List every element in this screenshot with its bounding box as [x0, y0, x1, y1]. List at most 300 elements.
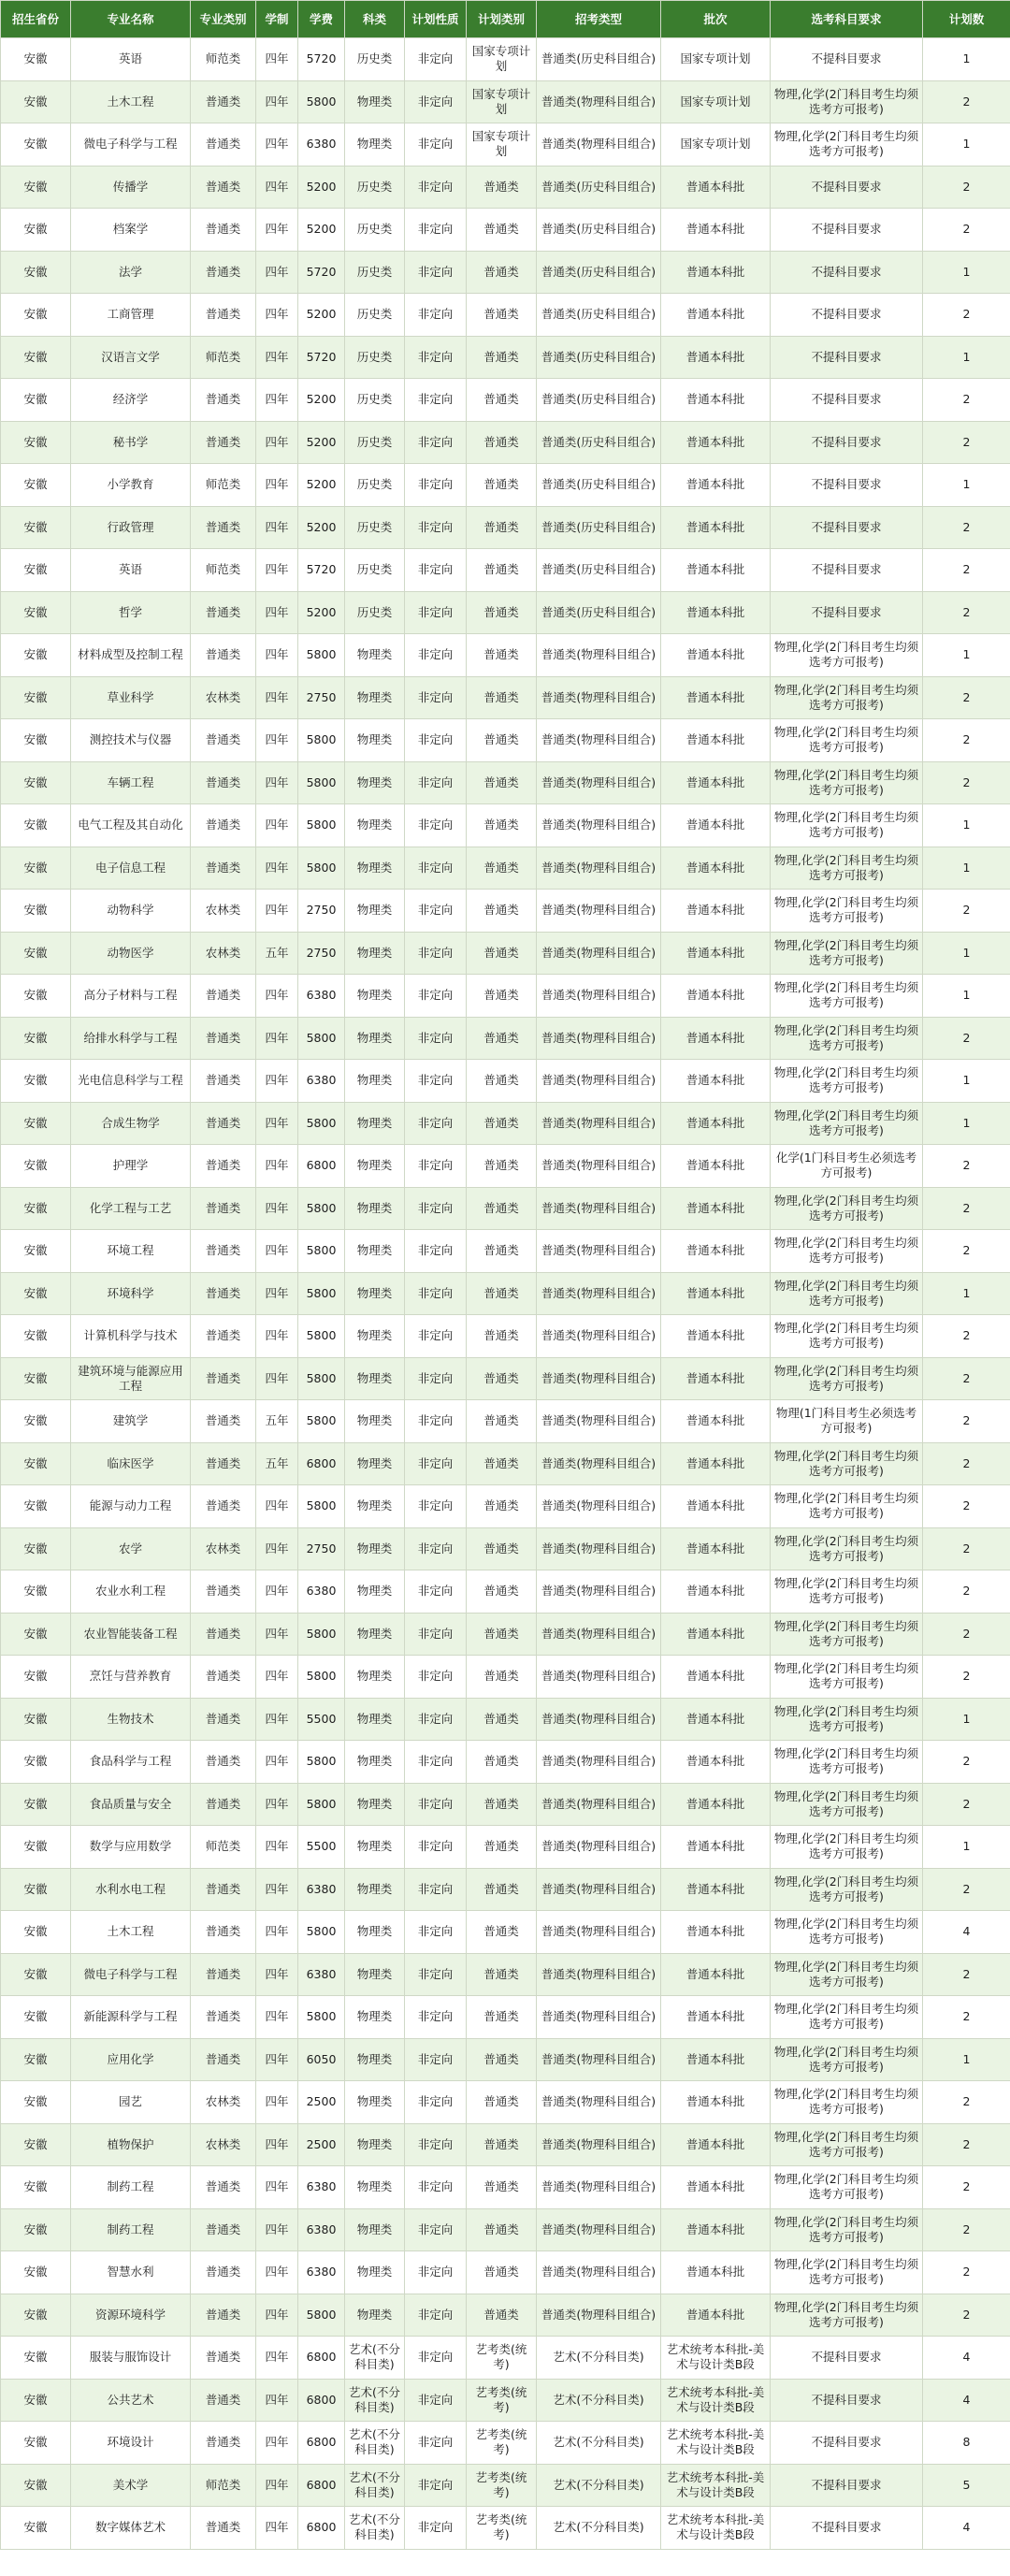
table-cell: 电气工程及其自动化 [71, 804, 191, 847]
table-cell: 普通类 [191, 975, 256, 1018]
table-cell: 普通类(物理科目组合) [537, 1527, 661, 1570]
table-cell: 普通类 [467, 1442, 537, 1485]
table-cell: 农林类 [191, 1527, 256, 1570]
table-cell: 物理,化学(2门科目考生均须选考方可报考) [771, 1570, 923, 1614]
table-cell: 普通本科批 [661, 2081, 771, 2124]
table-cell: 护理学 [71, 1145, 191, 1188]
table-cell: 物理类 [345, 1017, 405, 1060]
table-cell: 四年 [256, 975, 298, 1018]
table-cell: 物理,化学(2门科目考生均须选考方可报考) [771, 1485, 923, 1528]
table-cell: 四年 [256, 2123, 298, 2166]
table-cell: 4 [923, 2507, 1010, 2550]
table-cell: 物理类 [345, 1613, 405, 1656]
table-cell: 艺术(不分科目类) [345, 2379, 405, 2422]
table-cell: 非定向 [405, 1953, 467, 1996]
table-row [1, 1698, 1010, 1741]
table-cell: 历史类 [345, 464, 405, 507]
table-cell: 安徽 [1, 804, 71, 847]
table-cell: 普通类 [467, 1017, 537, 1060]
table-cell: 普通类(物理科目组合) [537, 1570, 661, 1614]
table-cell: 四年 [256, 251, 298, 294]
table-cell: 6800 [298, 1145, 345, 1188]
table-cell: 四年 [256, 1017, 298, 1060]
table-cell: 动物科学 [71, 890, 191, 933]
table-cell: 安徽 [1, 1527, 71, 1570]
table-cell: 4 [923, 1911, 1010, 1954]
table-cell: 4 [923, 2379, 1010, 2422]
table-cell: 普通本科批 [661, 1442, 771, 1485]
table-cell: 工商管理 [71, 294, 191, 337]
table-row [1, 421, 1010, 464]
table-cell: 非定向 [405, 1442, 467, 1485]
table-cell: 普通类 [467, 1698, 537, 1741]
table-cell: 物理类 [345, 2251, 405, 2294]
table-cell: 安徽 [1, 123, 71, 166]
table-cell: 5500 [298, 1698, 345, 1741]
table-cell: 普通类 [191, 1230, 256, 1273]
table-cell: 普通类(物理科目组合) [537, 1017, 661, 1060]
table-cell: 非定向 [405, 2208, 467, 2251]
table-cell: 普通类(物理科目组合) [537, 1911, 661, 1954]
table-cell: 四年 [256, 123, 298, 166]
table-cell: 非定向 [405, 2337, 467, 2380]
table-cell: 非定向 [405, 1272, 467, 1315]
table-cell: 普通类 [191, 1996, 256, 2039]
table-cell: 历史类 [345, 38, 405, 81]
table-cell: 食品质量与安全 [71, 1783, 191, 1826]
table-cell: 安徽 [1, 1187, 71, 1230]
table-cell: 物理,化学(2门科目考生均须选考方可报考) [771, 1017, 923, 1060]
table-cell: 四年 [256, 506, 298, 549]
table-cell: 历史类 [345, 549, 405, 592]
table-cell: 2 [923, 209, 1010, 252]
table-cell: 普通类 [191, 1783, 256, 1826]
table-cell: 普通类(物理科目组合) [537, 1400, 661, 1443]
table-cell: 环境科学 [71, 1272, 191, 1315]
table-cell: 国家专项计划 [661, 123, 771, 166]
table-cell: 非定向 [405, 2379, 467, 2422]
table-cell: 2 [923, 2081, 1010, 2124]
table-cell: 四年 [256, 2379, 298, 2422]
table-cell: 安徽 [1, 1230, 71, 1273]
column-header: 选考科目要求 [771, 1, 923, 38]
table-cell: 光电信息科学与工程 [71, 1060, 191, 1103]
table-cell: 不提科目要求 [771, 209, 923, 252]
table-cell: 物理类 [345, 1783, 405, 1826]
table-cell: 非定向 [405, 1485, 467, 1528]
table-cell: 5800 [298, 1741, 345, 1784]
table-row [1, 1230, 1010, 1273]
table-cell: 普通类 [191, 251, 256, 294]
table-cell: 非定向 [405, 166, 467, 209]
table-cell: 环境设计 [71, 2422, 191, 2465]
table-cell: 艺术统考本科批-美术与设计类B段 [661, 2422, 771, 2465]
table-row [1, 1017, 1010, 1060]
table-cell: 普通类(物理科目组合) [537, 890, 661, 933]
table-cell: 物理,化学(2门科目考生均须选考方可报考) [771, 1272, 923, 1315]
table-cell: 小学教育 [71, 464, 191, 507]
table-cell: 农林类 [191, 2123, 256, 2166]
table-cell: 2 [923, 1017, 1010, 1060]
table-cell: 物理类 [345, 1145, 405, 1188]
table-cell: 经济学 [71, 379, 191, 422]
table-cell: 普通类 [191, 2507, 256, 2550]
table-cell: 6380 [298, 2251, 345, 2294]
table-cell: 普通类 [467, 1527, 537, 1570]
table-cell: 四年 [256, 1953, 298, 1996]
table-cell: 普通类 [467, 1826, 537, 1869]
table-cell: 普通本科批 [661, 166, 771, 209]
table-row [1, 1187, 1010, 1230]
table-cell: 不提科目要求 [771, 166, 923, 209]
table-cell: 5800 [298, 761, 345, 804]
table-row [1, 2337, 1010, 2380]
table-cell: 普通本科批 [661, 251, 771, 294]
table-cell: 合成生物学 [71, 1102, 191, 1145]
table-cell: 普通类 [467, 2208, 537, 2251]
table-cell: 普通类 [191, 719, 256, 762]
table-cell: 不提科目要求 [771, 251, 923, 294]
table-row [1, 932, 1010, 975]
table-cell: 普通类 [191, 2038, 256, 2081]
table-cell: 英语 [71, 38, 191, 81]
table-cell: 普通类 [467, 1783, 537, 1826]
table-row [1, 719, 1010, 762]
table-cell: 2 [923, 1187, 1010, 1230]
table-row [1, 2464, 1010, 2507]
table-cell: 四年 [256, 209, 298, 252]
table-cell: 物理类 [345, 1911, 405, 1954]
table-cell: 2 [923, 421, 1010, 464]
table-cell: 安徽 [1, 1656, 71, 1699]
table-cell: 材料成型及控制工程 [71, 634, 191, 677]
table-cell: 普通本科批 [661, 1017, 771, 1060]
table-cell: 5500 [298, 1826, 345, 1869]
table-cell: 2 [923, 1570, 1010, 1614]
table-cell: 1 [923, 975, 1010, 1018]
column-header: 计划性质 [405, 1, 467, 38]
table-cell: 物理类 [345, 1741, 405, 1784]
column-header: 学费 [298, 1, 345, 38]
table-cell: 普通类(历史科目组合) [537, 209, 661, 252]
table-cell: 普通本科批 [661, 209, 771, 252]
table-cell: 安徽 [1, 591, 71, 634]
table-cell: 四年 [256, 421, 298, 464]
table-row [1, 804, 1010, 847]
table-cell: 普通本科批 [661, 591, 771, 634]
table-cell: 6800 [298, 1442, 345, 1485]
table-cell: 艺考类(统考) [467, 2507, 537, 2550]
table-cell: 农林类 [191, 676, 256, 719]
table-cell: 安徽 [1, 1400, 71, 1443]
table-cell: 普通类(物理科目组合) [537, 1102, 661, 1145]
table-cell: 5800 [298, 1656, 345, 1699]
table-cell: 普通类 [467, 294, 537, 337]
table-cell: 普通类 [191, 1442, 256, 1485]
table-cell: 物理,化学(2门科目考生均须选考方可报考) [771, 1826, 923, 1869]
table-cell: 不提科目要求 [771, 2422, 923, 2465]
table-cell: 植物保护 [71, 2123, 191, 2166]
table-row [1, 890, 1010, 933]
table-cell: 四年 [256, 2251, 298, 2294]
table-cell: 艺术统考本科批-美术与设计类B段 [661, 2379, 771, 2422]
table-cell: 普通类 [467, 1485, 537, 1528]
table-cell: 普通类(物理科目组合) [537, 1698, 661, 1741]
table-row [1, 847, 1010, 890]
table-cell: 物理(1门科目考生必须选考方可报考) [771, 1400, 923, 1443]
table-cell: 非定向 [405, 719, 467, 762]
table-cell: 物理,化学(2门科目考生均须选考方可报考) [771, 1187, 923, 1230]
table-cell: 不提科目要求 [771, 294, 923, 337]
table-cell: 普通本科批 [661, 1187, 771, 1230]
table-cell: 普通类 [191, 506, 256, 549]
table-cell: 普通本科批 [661, 1698, 771, 1741]
table-cell: 四年 [256, 1783, 298, 1826]
table-row [1, 123, 1010, 166]
table-row [1, 2123, 1010, 2166]
table-cell: 普通类 [191, 1911, 256, 1954]
table-cell: 能源与动力工程 [71, 1485, 191, 1528]
table-cell: 公共艺术 [71, 2379, 191, 2422]
table-cell: 水利水电工程 [71, 1868, 191, 1911]
table-cell: 1 [923, 634, 1010, 677]
table-cell: 普通类(物理科目组合) [537, 1826, 661, 1869]
table-cell: 普通类 [191, 166, 256, 209]
table-cell: 物理,化学(2门科目考生均须选考方可报考) [771, 1357, 923, 1400]
table-cell: 安徽 [1, 1826, 71, 1869]
table-cell: 2 [923, 761, 1010, 804]
table-cell: 普通类 [467, 1230, 537, 1273]
table-cell: 四年 [256, 761, 298, 804]
table-cell: 普通类(物理科目组合) [537, 2294, 661, 2337]
table-cell: 5200 [298, 294, 345, 337]
table-cell: 普通类(物理科目组合) [537, 676, 661, 719]
table-cell: 四年 [256, 1187, 298, 1230]
table-row [1, 2422, 1010, 2465]
table-cell: 普通类 [467, 1911, 537, 1954]
table-cell: 非定向 [405, 804, 467, 847]
table-cell: 普通类(物理科目组合) [537, 1485, 661, 1528]
table-cell: 2750 [298, 890, 345, 933]
table-cell: 不提科目要求 [771, 379, 923, 422]
table-cell: 1 [923, 2038, 1010, 2081]
table-cell: 安徽 [1, 676, 71, 719]
table-cell: 安徽 [1, 464, 71, 507]
table-cell: 给排水科学与工程 [71, 1017, 191, 1060]
table-cell: 国家专项计划 [661, 38, 771, 81]
table-cell: 普通类(物理科目组合) [537, 1187, 661, 1230]
table-cell: 普通类 [191, 1145, 256, 1188]
column-header: 招生省份 [1, 1, 71, 38]
table-cell: 四年 [256, 1485, 298, 1528]
table-cell: 普通类 [467, 1357, 537, 1400]
table-cell: 行政管理 [71, 506, 191, 549]
table-row [1, 1741, 1010, 1784]
table-cell: 国家专项计划 [467, 38, 537, 81]
table-cell: 安徽 [1, 2038, 71, 2081]
table-cell: 普通类(物理科目组合) [537, 1145, 661, 1188]
table-row [1, 1783, 1010, 1826]
table-cell: 四年 [256, 1570, 298, 1614]
table-cell: 普通类 [467, 1102, 537, 1145]
table-cell: 不提科目要求 [771, 2337, 923, 2380]
table-cell: 普通类 [467, 847, 537, 890]
table-row [1, 1145, 1010, 1188]
table-cell: 安徽 [1, 421, 71, 464]
table-cell: 普通类(物理科目组合) [537, 1272, 661, 1315]
table-cell: 非定向 [405, 464, 467, 507]
table-cell: 四年 [256, 379, 298, 422]
table-cell: 普通类 [467, 2251, 537, 2294]
table-cell: 非定向 [405, 1230, 467, 1273]
table-cell: 普通类(物理科目组合) [537, 1868, 661, 1911]
table-cell: 普通类(物理科目组合) [537, 1060, 661, 1103]
table-cell: 五年 [256, 1400, 298, 1443]
table-row [1, 549, 1010, 592]
table-cell: 物理,化学(2门科目考生均须选考方可报考) [771, 1953, 923, 1996]
table-cell: 普通类 [191, 2422, 256, 2465]
table-cell: 师范类 [191, 464, 256, 507]
table-cell: 物理,化学(2门科目考生均须选考方可报考) [771, 1613, 923, 1656]
table-cell: 物理,化学(2门科目考生均须选考方可报考) [771, 1527, 923, 1570]
table-cell: 非定向 [405, 2166, 467, 2209]
table-cell: 非定向 [405, 1656, 467, 1699]
table-cell: 安徽 [1, 2123, 71, 2166]
table-cell: 2 [923, 1868, 1010, 1911]
table-cell: 2 [923, 2294, 1010, 2337]
table-cell: 化学工程与工艺 [71, 1187, 191, 1230]
table-cell: 普通类 [191, 591, 256, 634]
table-cell: 普通类(物理科目组合) [537, 1783, 661, 1826]
table-cell: 5800 [298, 1613, 345, 1656]
table-row [1, 2208, 1010, 2251]
table-cell: 非定向 [405, 379, 467, 422]
table-cell: 四年 [256, 1868, 298, 1911]
table-cell: 普通类(物理科目组合) [537, 1442, 661, 1485]
table-cell: 四年 [256, 719, 298, 762]
table-cell: 普通本科批 [661, 1145, 771, 1188]
table-cell: 普通类 [467, 1187, 537, 1230]
table-body [1, 38, 1010, 2550]
table-row [1, 1102, 1010, 1145]
table-cell: 普通本科批 [661, 2208, 771, 2251]
table-cell: 非定向 [405, 1570, 467, 1614]
table-cell: 四年 [256, 80, 298, 123]
table-cell: 物理,化学(2门科目考生均须选考方可报考) [771, 1783, 923, 1826]
table-cell: 普通类 [467, 209, 537, 252]
table-cell: 2 [923, 1996, 1010, 2039]
table-cell: 6380 [298, 1953, 345, 1996]
table-cell: 四年 [256, 2507, 298, 2550]
table-cell: 非定向 [405, 634, 467, 677]
table-cell: 2 [923, 1357, 1010, 1400]
table-cell: 2 [923, 890, 1010, 933]
table-cell: 6800 [298, 2337, 345, 2380]
table-cell: 安徽 [1, 634, 71, 677]
table-cell: 普通本科批 [661, 1230, 771, 1273]
table-cell: 普通类(历史科目组合) [537, 166, 661, 209]
column-header: 招考类型 [537, 1, 661, 38]
table-cell: 物理类 [345, 2123, 405, 2166]
table-cell: 四年 [256, 1741, 298, 1784]
table-cell: 物理,化学(2门科目考生均须选考方可报考) [771, 1911, 923, 1954]
table-cell: 安徽 [1, 1953, 71, 1996]
table-cell: 物理类 [345, 932, 405, 975]
table-cell: 2 [923, 1400, 1010, 1443]
table-cell: 普通类(物理科目组合) [537, 1357, 661, 1400]
table-cell: 1 [923, 464, 1010, 507]
table-cell: 普通本科批 [661, 719, 771, 762]
table-cell: 非定向 [405, 294, 467, 337]
table-row [1, 251, 1010, 294]
table-cell: 秘书学 [71, 421, 191, 464]
table-row [1, 166, 1010, 209]
table-cell: 安徽 [1, 38, 71, 81]
table-cell: 物理类 [345, 719, 405, 762]
table-cell: 物理,化学(2门科目考生均须选考方可报考) [771, 1230, 923, 1273]
table-cell: 建筑学 [71, 1400, 191, 1443]
table-cell: 普通本科批 [661, 2251, 771, 2294]
table-row [1, 1826, 1010, 1869]
table-cell: 普通类 [191, 1698, 256, 1741]
table-cell: 普通本科批 [661, 379, 771, 422]
table-cell: 1 [923, 1060, 1010, 1103]
table-cell: 不提科目要求 [771, 2464, 923, 2507]
table-cell: 师范类 [191, 549, 256, 592]
table-cell: 2 [923, 2251, 1010, 2294]
table-cell: 2 [923, 1145, 1010, 1188]
table-cell: 艺考类(统考) [467, 2464, 537, 2507]
table-cell: 安徽 [1, 80, 71, 123]
table-cell: 物理,化学(2门科目考生均须选考方可报考) [771, 761, 923, 804]
table-cell: 2 [923, 2208, 1010, 2251]
table-cell: 普通本科批 [661, 1485, 771, 1528]
table-cell: 普通类 [467, 549, 537, 592]
table-cell: 安徽 [1, 1911, 71, 1954]
table-row [1, 464, 1010, 507]
table-cell: 5200 [298, 379, 345, 422]
table-cell: 6050 [298, 2038, 345, 2081]
table-cell: 普通类 [467, 2081, 537, 2124]
table-cell: 非定向 [405, 80, 467, 123]
table-cell: 历史类 [345, 336, 405, 379]
table-cell: 普通本科批 [661, 2294, 771, 2337]
table-cell: 2 [923, 1783, 1010, 1826]
table-cell: 普通类(物理科目组合) [537, 1315, 661, 1358]
table-cell: 农学 [71, 1527, 191, 1570]
table-cell: 物理,化学(2门科目考生均须选考方可报考) [771, 2081, 923, 2124]
table-cell: 物理,化学(2门科目考生均须选考方可报考) [771, 890, 923, 933]
table-cell: 5 [923, 2464, 1010, 2507]
table-cell: 普通类 [467, 676, 537, 719]
table-cell: 2 [923, 294, 1010, 337]
table-cell: 普通类(物理科目组合) [537, 804, 661, 847]
table-cell: 历史类 [345, 379, 405, 422]
table-cell: 普通类 [191, 1953, 256, 1996]
table-cell: 资源环境科学 [71, 2294, 191, 2337]
table-cell: 物理,化学(2门科目考生均须选考方可报考) [771, 1102, 923, 1145]
table-row [1, 2251, 1010, 2294]
table-cell: 5800 [298, 80, 345, 123]
table-cell: 1 [923, 932, 1010, 975]
table-row [1, 1315, 1010, 1358]
table-cell: 烹饪与营养教育 [71, 1656, 191, 1699]
table-cell: 艺术(不分科目类) [537, 2379, 661, 2422]
table-row [1, 38, 1010, 81]
column-header: 计划数 [923, 1, 1010, 38]
table-cell: 普通类(物理科目组合) [537, 1953, 661, 1996]
table-row [1, 1656, 1010, 1699]
